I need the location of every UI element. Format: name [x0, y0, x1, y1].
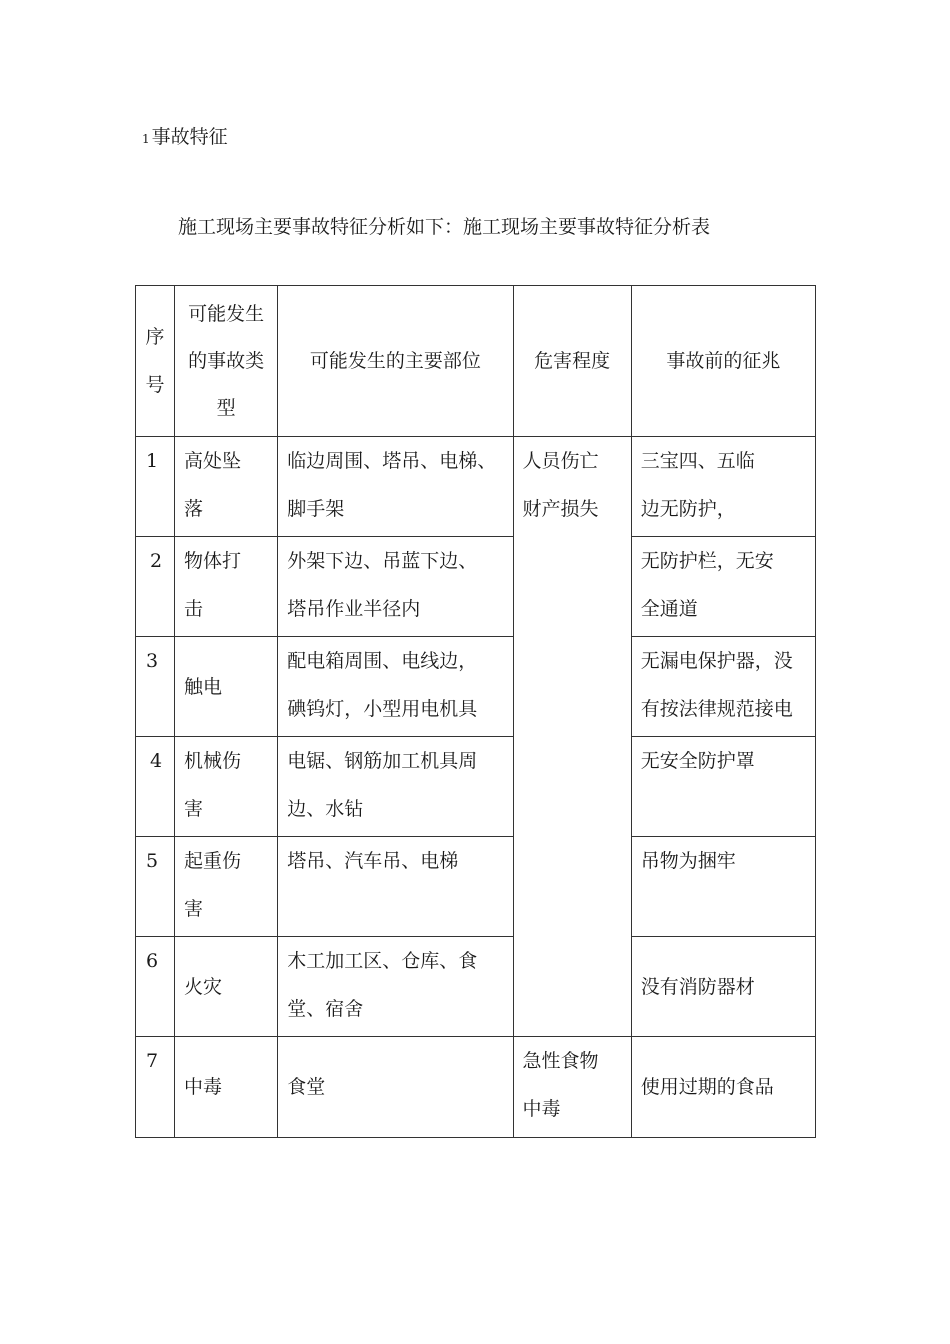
- row-location-text: 塔吊、汽车吊、电梯: [287, 850, 459, 872]
- row-location-text: 临边周围、塔吊、电梯、脚手架: [287, 450, 497, 520]
- row-signs: [631, 1037, 815, 1138]
- row-signs-text: 无漏电保护器，没有按法律规范接电: [640, 650, 793, 720]
- row-signs: [631, 637, 815, 737]
- header-signs-text: 事故前的征兆: [666, 350, 781, 372]
- section-number: 1: [142, 132, 150, 146]
- row-type: [175, 537, 278, 637]
- row-type-text: 中毒: [184, 1076, 223, 1098]
- row-signs-text: 无防护栏，无安全通道: [640, 550, 774, 620]
- row-type: [175, 937, 278, 1037]
- row-type-text: 物体打击: [184, 550, 242, 620]
- row-seq: [136, 837, 175, 937]
- table-row: [136, 637, 816, 737]
- row-location: [278, 537, 513, 637]
- row-location: [278, 837, 513, 937]
- row-signs-text: 三宝四、五临边无防护，: [640, 450, 755, 520]
- table-header-row: [136, 286, 816, 437]
- row-type: [175, 837, 278, 937]
- row-signs-text: 吊物为捆牢: [640, 850, 736, 872]
- row-signs: [631, 737, 815, 837]
- section-heading: [142, 124, 228, 152]
- row-location: [278, 437, 513, 537]
- row-location-text: 木工加工区、仓库、食堂、宿舍: [287, 950, 478, 1020]
- header-harm-text: 危害程度: [534, 350, 611, 372]
- row-seq-text: 1: [146, 450, 159, 472]
- row-seq: [136, 1037, 175, 1138]
- row-signs-text: 使用过期的食品: [640, 1076, 774, 1098]
- table-row: [136, 937, 816, 1037]
- row-harm: [513, 1037, 631, 1138]
- row-location-text: 外架下边、吊蓝下边、塔吊作业半径内: [287, 550, 478, 620]
- row-type-text: 触电: [184, 675, 223, 698]
- row-type-text: 机械伤害: [184, 750, 242, 820]
- intro-paragraph: 施工现场主要事故特征分析如下：施工现场主要事故特征分析表: [178, 216, 711, 238]
- row-location: [278, 637, 513, 737]
- header-harm: [513, 286, 631, 437]
- row-seq: [136, 437, 175, 537]
- row-location-text: 配电箱周围、电线边，碘钨灯，小型用电机具: [287, 650, 478, 720]
- row-seq: [136, 537, 175, 637]
- table-row: [136, 1037, 816, 1138]
- merged-harm-text: 人员伤亡财产损失: [522, 450, 599, 520]
- header-seq-text: 序号: [145, 326, 165, 396]
- row-type: [175, 637, 278, 737]
- merged-harm-cell: [513, 437, 631, 1037]
- row-type-text: 起重伤害: [184, 850, 242, 920]
- header-type-text: 可能发生的事故类型: [188, 302, 265, 419]
- table-row: [136, 537, 816, 637]
- header-type: [175, 286, 278, 437]
- row-location: [278, 937, 513, 1037]
- row-seq-text: 5: [146, 850, 159, 872]
- row-harm-text: 急性食物中毒: [522, 1050, 599, 1120]
- row-location: [278, 1037, 513, 1138]
- row-seq: [136, 737, 175, 837]
- row-seq-text: 3: [146, 650, 159, 672]
- header-location: [278, 286, 513, 437]
- row-signs: [631, 437, 815, 537]
- row-location: [278, 737, 513, 837]
- table-row: [136, 837, 816, 937]
- row-seq-text: 6: [146, 950, 159, 972]
- row-type: [175, 1037, 278, 1138]
- row-seq-text: 2: [150, 550, 163, 572]
- header-location-text: 可能发生的主要部位: [309, 350, 481, 372]
- row-location-text: 食堂: [287, 1076, 326, 1098]
- row-seq: [136, 637, 175, 737]
- header-signs: [631, 286, 815, 437]
- header-seq: [136, 286, 175, 437]
- table-row: [136, 737, 816, 837]
- row-signs-text: 没有消防器材: [640, 975, 755, 998]
- row-signs-text: 无安全防护罩: [640, 750, 755, 772]
- row-seq-text: 4: [150, 750, 163, 772]
- row-type: [175, 437, 278, 537]
- row-signs: [631, 837, 815, 937]
- row-type-text: 火灾: [184, 975, 223, 998]
- row-signs: [631, 537, 815, 637]
- section-title: 事故特征: [151, 126, 228, 148]
- row-seq-text: 7: [146, 1050, 159, 1072]
- row-type: [175, 737, 278, 837]
- table-row: [136, 437, 816, 537]
- row-seq: [136, 937, 175, 1037]
- row-signs: [631, 937, 815, 1037]
- accident-characteristics-table: [135, 285, 816, 1138]
- row-location-text: 电锯、钢筋加工机具周边、水钻: [287, 750, 478, 820]
- row-type-text: 高处坠落: [184, 450, 242, 520]
